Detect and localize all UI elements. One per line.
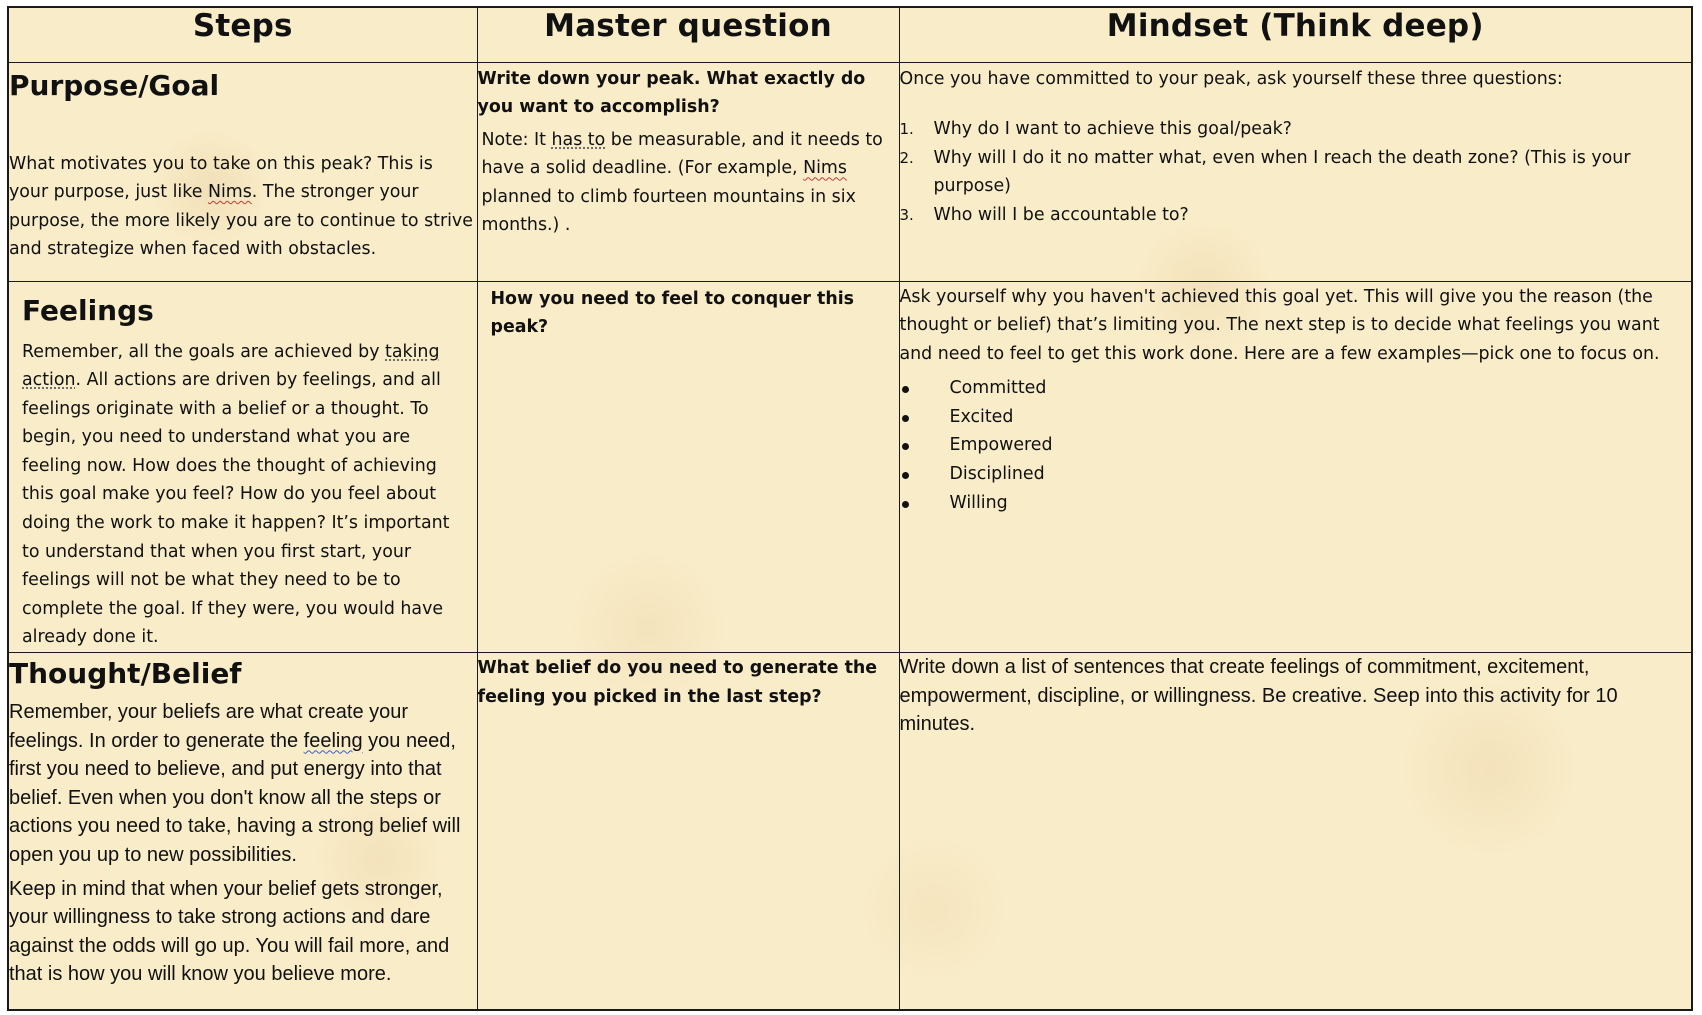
feelings-mindset-cell [899,281,1691,653]
list-item: 3. Who will I be accountable to? [899,204,1189,225]
purpose-step-cell [9,62,477,281]
feelings-master-question: How you need to feel to conquer this peak? [490,288,855,338]
feelings-mindset-intro: Ask yourself why you haven't achieved this goal yet. This will give you the reason (the thought or belief) that’s limiting you. The next step is to decide what feelings you want and need to feel to get this work done. Here are a few examples—pick one to focus on. [899,286,1660,364]
bullet-icon [902,415,909,422]
row-thought-belief [9,653,1691,1009]
bullet-icon [902,443,909,450]
step-title-purpose: Purpose/Goal [9,68,220,102]
purpose-master-question: Write down your peak. What exactly do you want to accomplish? [477,68,866,118]
feelings-step-cell [9,281,477,653]
bullet-icon [902,501,909,508]
belief-mindset-cell [899,653,1691,1009]
list-item: Willing [900,489,1692,518]
step-title-feelings: Feelings [22,293,154,327]
list-item: Disciplined [900,460,1692,489]
purpose-mindset-intro: Once you have committed to your peak, ask yourself these three questions: [899,68,1563,89]
header-steps: Steps [9,8,477,62]
purpose-note: Note: It has to be measurable, and it needs to have a solid deadline. (For example, Nims planned to climb fourteen mountains in six months.) . [481,129,883,236]
purpose-description: What motivates you to take on this peak? This is your purpose, just like Nims. The stronger your purpose, the more likely you are to continue to strive and strategize when faced with obstacles. [9,153,473,260]
bullet-icon [902,472,909,479]
belief-question-cell [477,653,899,1009]
steps-table [9,8,1691,1009]
row-purpose-goal [9,62,1691,281]
feelings-list [900,374,1692,517]
list-item: 2. Why will I do it no matter what, even when I reach the death zone? (This is your purpose) [899,147,1631,197]
row-feelings [9,281,1691,653]
header-mindset: Mindset (Think deep) [899,8,1691,62]
list-item: 1. Why do I want to achieve this goal/peak? [899,119,1292,140]
header-row [9,8,1691,62]
purpose-question-cell [477,62,899,281]
purpose-questions-list [900,115,1692,229]
list-item: Empowered [900,431,1692,460]
list-item: Committed [900,374,1692,403]
worksheet-table [7,6,1693,1011]
belief-description-2: Keep in mind that when your belief gets stronger, your willingness to take strong actions and dare against the odds will go up. You will fail more, and that is how you will know you believe more. [9,877,450,986]
belief-step-cell [9,653,477,1009]
feelings-description: Remember, all the goals are achieved by taking action. All actions are driven by feelings, and all feelings originate with a belief or a thought. To begin, you need to understand what you are feeling now. How does the thought of achieving this goal make you feel? How do you feel about doing the work to make it happen? It’s important to understand that when you first start, your feelings will not be what they need to be to complete the goal. If they were, you would have already done it. [22,341,450,648]
belief-description-1: Remember, your beliefs are what create your feelings. In order to generate the feeling you need, first you need to believe, and put energy into that belief. Even when you don't know all the steps or actions you need to take, having a strong belief will open you up to new possibilities. [9,701,461,866]
bullet-icon [902,386,909,393]
feelings-question-cell [477,281,899,653]
header-master-question: Master question [477,8,899,62]
list-item: Excited [900,403,1692,432]
belief-mindset-text: Write down a list of sentences that create feelings of commitment, excitement, empowerment, discipline, or willingness. Be creative. Seep into this activity for 10 minutes. [899,656,1618,736]
belief-master-question: What belief do you need to generate the feeling you picked in the last step? [477,658,878,707]
step-title-belief: Thought/Belief [9,657,242,691]
purpose-mindset-cell [899,62,1691,281]
